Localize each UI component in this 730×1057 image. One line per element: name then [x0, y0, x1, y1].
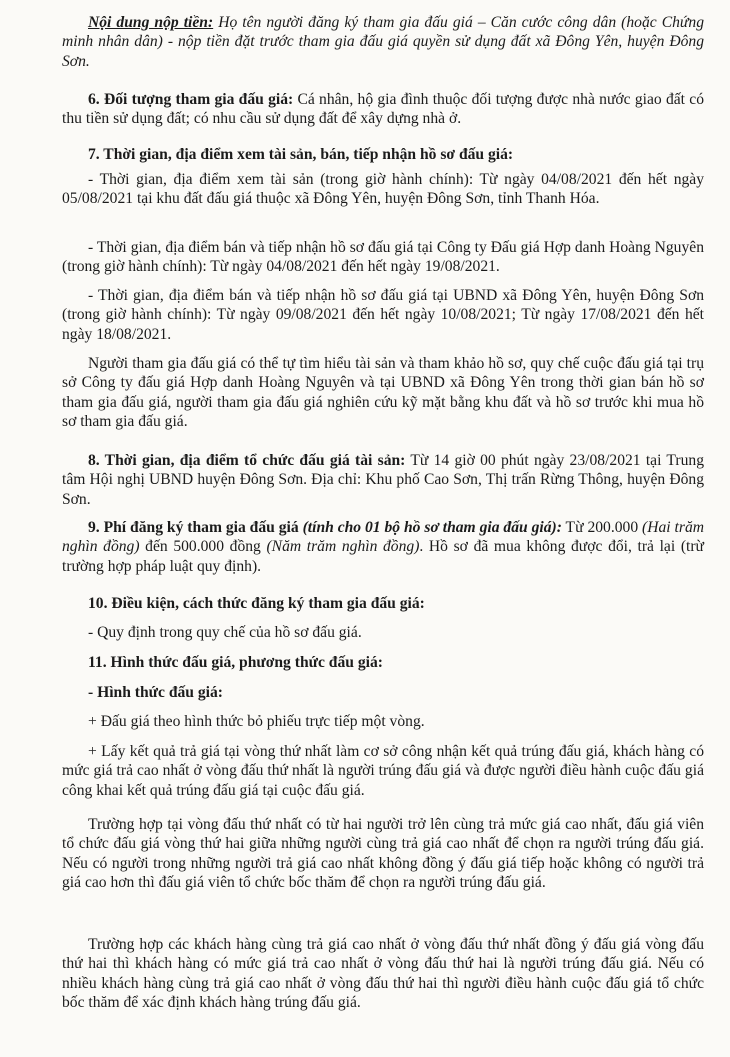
section-6-text: Cá nhân, hộ gia đình thuộc đối tượng được nhà nước giao đất có thu tiền sử dụng đất; có nhu cầu sử dụng đất để xây dựng nhà ở.: [62, 91, 704, 128]
payment-note-label: Nội dung nộp tiền:: [88, 14, 214, 31]
section-10-rule: - Quy định trong quy chế của hồ sơ đấu giá.: [88, 624, 362, 641]
section-8-paragraph: [62, 451, 704, 509]
section-7-commune-sales: - Thời gian, địa điểm bán và tiếp nhận hồ sơ đấu giá tại UBND xã Đông Yên, huyện Đông Sơn (trong giờ hành chính): Từ ngày 09/08/2021 đến hết ngày 10/08/2021; Từ ngày 17/08/2021 đến hết ngày 18/08/2021.: [62, 287, 704, 343]
section-8-heading: 8. Thời gian, địa điểm tổ chức đấu giá tài sản:: [88, 452, 406, 469]
section-8-text: Từ 14 giờ 00 phút ngày 23/08/2021 tại Trung tâm Hội nghị UBND huyện Đông Sơn. Địa chỉ: Khu phố Cao Sơn, Thị trấn Rừng Thông, huyện Đông Sơn.: [62, 452, 704, 508]
payment-note-paragraph: [62, 13, 704, 71]
section-10-heading: 10. Điều kiện, cách thức đăng ký tham gia đấu giá:: [88, 595, 425, 612]
section-7-company-sales: - Thời gian, địa điểm bán và tiếp nhận hồ sơ đấu giá tại Công ty Đấu giá Hợp danh Hoàng Nguyên (trong giờ hành chính): Từ ngày 04/08/2021 đến hết ngày 19/08/2021.: [62, 239, 704, 276]
section-11-heading: 11. Hình thức đấu giá, phương thức đấu giá:: [88, 654, 383, 671]
section-7-view-assets: - Thời gian, địa điểm xem tài sản (trong giờ hành chính): Từ ngày 04/08/2021 đến hết ngày 05/08/2021 tại khu đất đấu giá thuộc xã Đông Yên, huyện Đông Sơn, tỉnh Thanh Hóa.: [62, 171, 704, 208]
section-11-ballot-form: + Đấu giá theo hình thức bỏ phiếu trực tiếp một vòng.: [88, 713, 425, 730]
section-11-first-round: + Lấy kết quả trả giá tại vòng thứ nhất làm cơ sở công nhận kết quả trúng đấu giá, khách hàng có mức giá trả cao nhất ở vòng đấu thứ nhất là người trúng đấu giá và được người điều hành cuộc đấu giá công khai kết quả trúng đấu giá tại cuộc đấu giá.: [62, 743, 704, 799]
section-7-research-note: Người tham gia đấu giá có thể tự tìm hiểu tài sản và tham khảo hồ sơ, quy chế cuộc đấu giá tại trụ sở Công ty đấu giá Hợp danh Hoàng Nguyên và tại UBND xã Đông Yên trong thời gian bán hồ sơ tham gia đấu giá, người tham gia đấu giá nghiên cứu kỹ mặt bằng khu đất và hồ sơ trước khi mua hồ sơ tham gia đấu giá.: [62, 355, 704, 431]
section-6-paragraph: [62, 90, 704, 129]
section-11-second-round: Trường hợp tại vòng đấu thứ nhất có từ hai người trở lên cùng trả mức giá cao nhất, đấu giá viên tổ chức đấu giá vòng thứ hai giữa những người cùng trả giá cao nhất để chọn ra người trúng đấu giá. Nếu có người trong những người trả giá cao nhất không đồng ý đấu giá tiếp hoặc không có người trả giá cao hơn thì đấu giá viên tổ chức bốc thăm để chọn ra người trúng đấu giá.: [62, 816, 704, 892]
payment-note-text: Họ tên người đăng ký tham gia đấu giá – Căn cước công dân (hoặc Chứng minh nhân dân) - nộp tiền đặt trước tham gia đấu giá quyền sử dụng đất xã Đông Yên, huyện Đông Sơn.: [62, 14, 704, 70]
section-9-heading-note: (tính cho 01 bộ hồ sơ tham gia đấu giá):: [298, 519, 562, 536]
section-7-heading: 7. Thời gian, địa điểm xem tài sản, bán, tiếp nhận hồ sơ đấu giá:: [88, 146, 514, 163]
section-11-subheading: - Hình thức đấu giá:: [88, 684, 223, 701]
section-6-heading: 6. Đối tượng tham gia đấu giá:: [88, 91, 294, 108]
section-11-tie-break: Trường hợp các khách hàng cùng trả giá cao nhất ở vòng đấu thứ nhất đồng ý đấu giá vòng đấu thứ hai thì khách hàng có mức giá trả cao nhất ở vòng đấu thứ hai là người trúng đấu giá. Nếu có nhiều khách hàng cùng trả giá cao nhất ở vòng đấu thứ hai thì người điều hành cuộc đấu giá tổ chức bốc thăm để xác định khách hàng trúng đấu giá.: [62, 936, 704, 1012]
section-9-heading: 9. Phí đăng ký tham gia đấu giá: [88, 519, 299, 536]
section-9-paragraph: 9. Phí đăng ký tham gia đấu giá (tính cho 01 bộ hồ sơ tham gia đấu giá): Từ 200.000 (Hai trăm nghìn đồng) đến 500.000 đồng (Năm trăm nghìn đồng). Hồ sơ đã mua không được đổi, trả lại (trừ trường hợp pháp luật quy định).: [62, 519, 705, 575]
